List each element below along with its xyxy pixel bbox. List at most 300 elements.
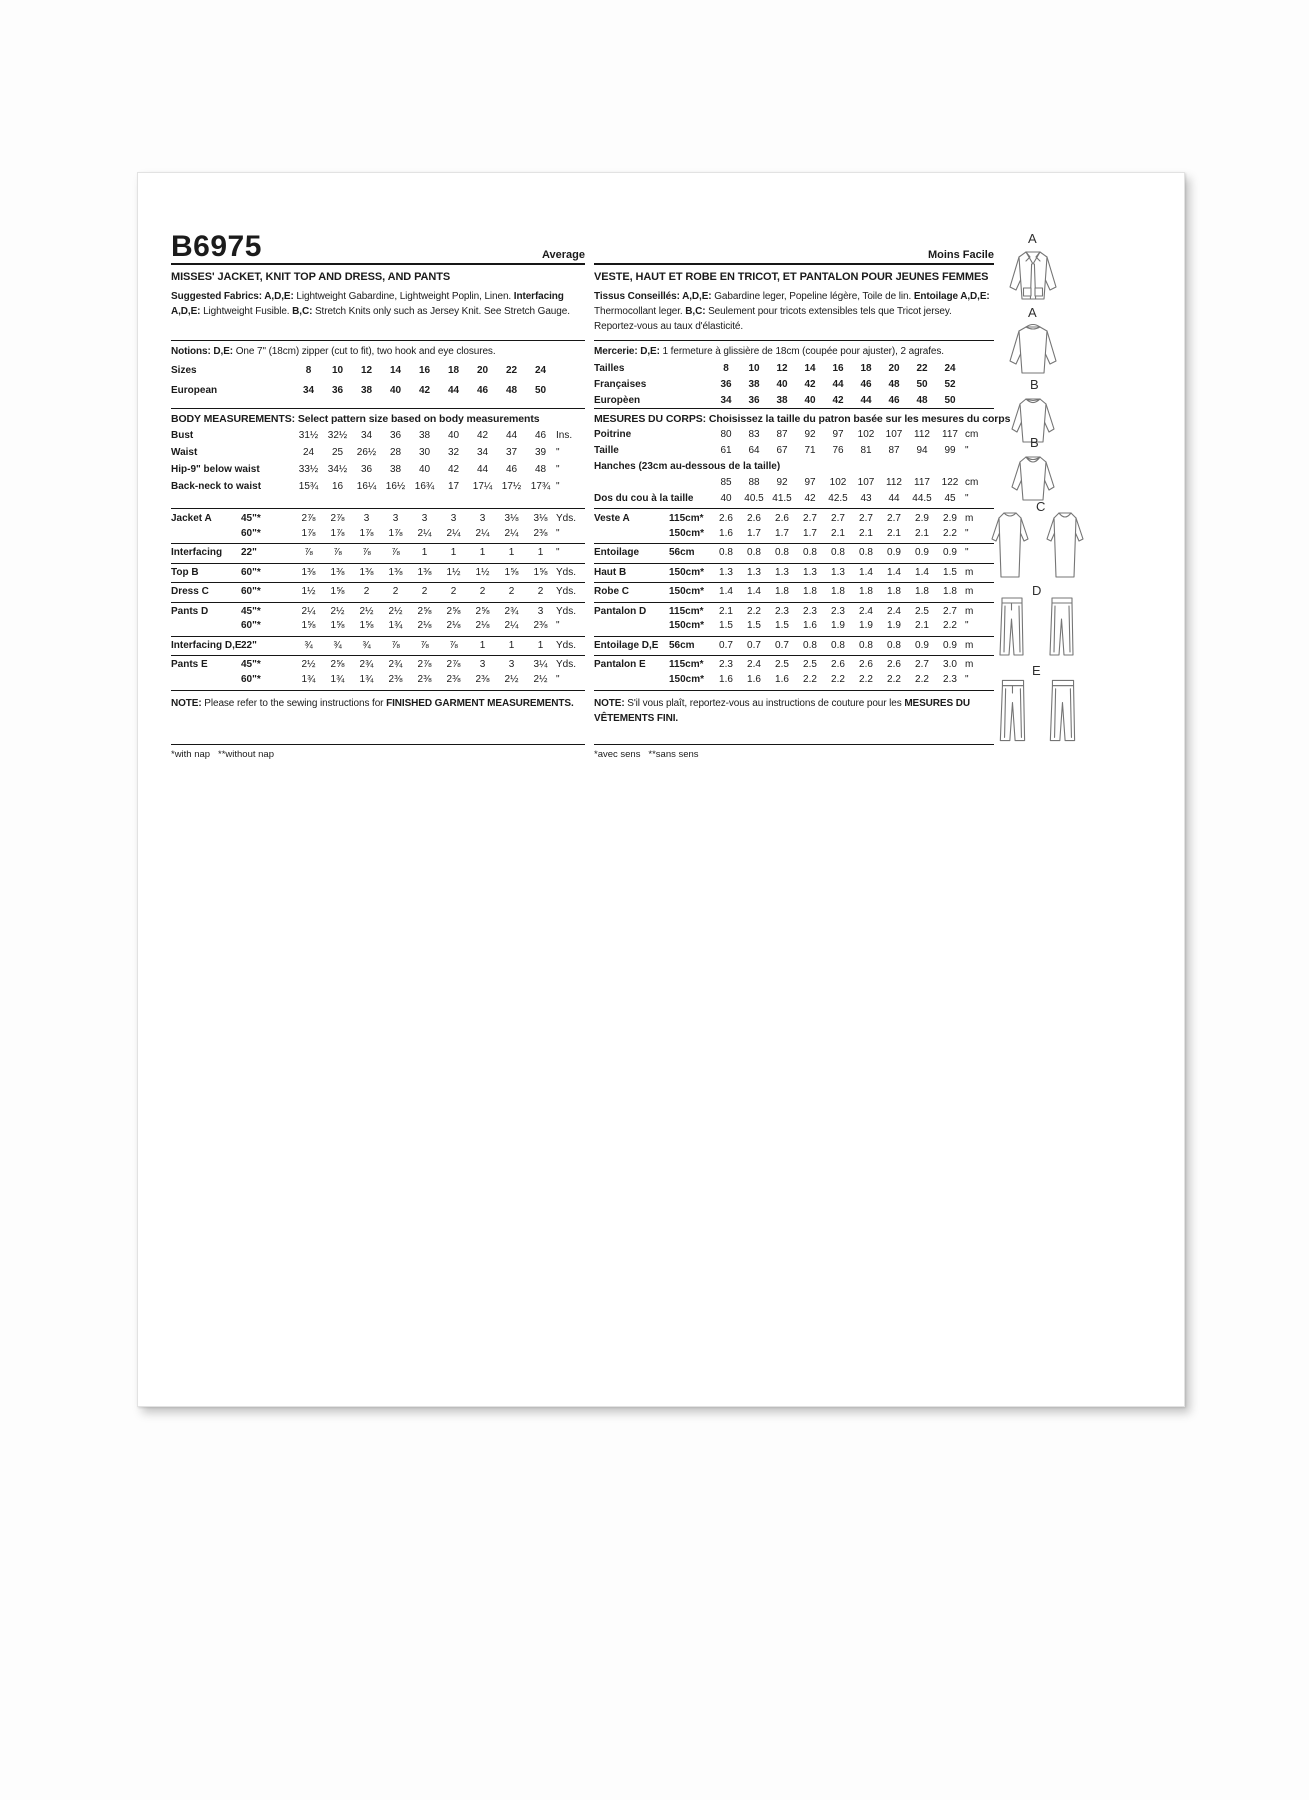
value-cell: 1⅜ [359, 566, 374, 578]
value-cell: 99 [944, 445, 956, 457]
divider [594, 340, 994, 341]
pants-e-front-sketch [994, 675, 1032, 747]
pattern-code: B6975 [171, 230, 262, 263]
value-cell: 3 [537, 605, 544, 617]
value-cell: 1.3 [747, 566, 761, 578]
value-cell: 2.6 [747, 513, 761, 525]
text-segment: Interfacing A,D,E: [171, 291, 564, 317]
value-cell: 3 [363, 513, 370, 524]
value-cell: 31½ [298, 430, 319, 441]
row-label: Tailles [594, 363, 625, 374]
value-cell: 85 [720, 477, 732, 489]
unit-cell: " [965, 527, 969, 539]
unit-cell: m [965, 605, 974, 617]
view-letter: A [1028, 305, 1037, 320]
value-cell: 32½ [327, 430, 348, 441]
value-cell: 102 [829, 477, 847, 489]
value-cell: 18 [860, 363, 872, 374]
unit-cell: Yds. [556, 659, 577, 670]
column-english [171, 227, 585, 760]
value-cell: 1⅜ [417, 566, 432, 578]
value-cell: 2.2 [943, 620, 957, 632]
value-cell: 1 [508, 547, 515, 558]
garment-title-english: MISSES' JACKET, KNIT TOP AND DRESS, AND PANTS [171, 271, 451, 283]
value-cell: 34½ [327, 464, 348, 475]
row-label: Veste A [594, 513, 630, 525]
unit-cell: " [965, 620, 969, 632]
value-cell: 2¼ [504, 620, 519, 631]
value-cell: 1⅞ [301, 527, 316, 539]
value-cell: 2.7 [859, 513, 873, 525]
value-cell: 2¼ [475, 527, 490, 539]
value-cell: 2⅝ [475, 605, 490, 617]
value-cell: 87 [776, 429, 788, 441]
value-cell: 1½ [446, 566, 461, 578]
value-cell: 2⅞ [446, 659, 461, 670]
value-cell: 2¾ [359, 659, 374, 670]
value-cell: 122 [941, 477, 959, 489]
yardage-table-english [171, 508, 585, 691]
value-cell: 1⅝ [359, 620, 374, 631]
table-row [594, 563, 994, 581]
unit-cell: " [965, 445, 969, 457]
body-measurements-table-french [594, 427, 994, 507]
value-cell: 42 [804, 378, 816, 390]
row-label: Entoilage D,E [594, 639, 659, 651]
garment-view-illustrations [986, 233, 1166, 773]
divider [171, 408, 585, 409]
row-width: 150cm* [669, 527, 705, 539]
text-segment: NOTE: [171, 698, 202, 709]
row-width: 60"* [241, 586, 261, 597]
table-row [594, 393, 994, 409]
figure-dress-views [986, 501, 1106, 585]
value-cell: 1 [508, 639, 515, 651]
value-cell: ⅞ [391, 547, 400, 558]
divider [171, 340, 585, 341]
unit-cell: Yds. [556, 566, 577, 578]
unit-cell: m [965, 586, 974, 598]
value-cell: 2.3 [719, 659, 733, 671]
row-width: 60"* [241, 620, 261, 631]
table-row [594, 602, 994, 620]
value-cell: 1.3 [831, 566, 845, 578]
table-row [171, 655, 585, 673]
value-cell: 1.6 [719, 527, 733, 539]
value-cell: 14 [804, 363, 816, 374]
value-cell: 26½ [356, 447, 377, 458]
unit-cell: " [965, 493, 969, 505]
value-cell: ¾ [304, 639, 313, 651]
value-cell: 0.8 [747, 547, 761, 559]
value-cell: 16¾ [414, 481, 435, 492]
unit-cell: " [556, 447, 560, 458]
value-cell: 1⅜ [388, 566, 403, 578]
value-cell: 2.7 [803, 513, 817, 525]
value-cell: 1.7 [775, 527, 789, 539]
value-cell: 40 [447, 430, 460, 441]
value-cell: 16¼ [356, 481, 377, 492]
value-cell: 3¼ [533, 659, 548, 670]
value-cell: 16 [832, 363, 844, 374]
table-row [171, 461, 585, 478]
value-cell: 42 [832, 394, 844, 406]
value-cell: 45 [944, 493, 956, 505]
value-cell: ⅞ [449, 639, 458, 651]
value-cell: 1⅜ [301, 566, 316, 578]
row-label: Hip-9" below waist [171, 464, 260, 475]
value-cell: 2.6 [859, 659, 873, 671]
value-cell: 38 [418, 430, 431, 441]
value-cell: 1⅞ [388, 527, 403, 539]
row-width: 150cm* [669, 586, 705, 598]
text-segment: Entoilage A,D,E: [913, 291, 990, 302]
table-row [594, 427, 994, 443]
row-width: 60"* [241, 566, 261, 578]
table-row [171, 636, 585, 654]
value-cell: 107 [885, 429, 903, 441]
row-label: Entoilage [594, 547, 640, 559]
note-line-french [594, 696, 994, 726]
value-cell: 34 [720, 394, 732, 406]
value-cell: 10 [748, 363, 760, 374]
value-cell: 48 [534, 464, 547, 475]
value-cell: 41.5 [772, 493, 792, 505]
value-cell: 38 [389, 464, 402, 475]
value-cell: 1.6 [775, 673, 789, 685]
body-measurements-header-french: MESURES DU CORPS: Choisissez la taille du patron basée sur les mesures du corps [594, 413, 1011, 426]
value-cell: 2¾ [388, 659, 403, 670]
value-cell: 17 [447, 481, 460, 492]
text-segment: Notions: D,E: [171, 346, 234, 357]
value-cell: 48 [888, 378, 900, 390]
value-cell: 50 [916, 378, 928, 390]
value-cell: 2¼ [301, 605, 316, 617]
value-cell: 2¾ [504, 605, 519, 617]
value-cell: 2 [363, 586, 370, 597]
value-cell: 112 [914, 429, 930, 441]
table-row [594, 655, 994, 673]
value-cell: 34 [360, 430, 373, 441]
row-label: Haut B [594, 566, 627, 578]
value-cell: 0.7 [719, 639, 733, 651]
value-cell: 2½ [533, 673, 548, 685]
value-cell: ¾ [333, 639, 342, 651]
value-cell: 1 [450, 547, 457, 558]
value-cell: 40 [804, 394, 816, 406]
row-label: European [171, 385, 218, 396]
unit-cell: m [965, 566, 974, 578]
value-cell: 1 [537, 639, 544, 651]
value-cell: 1.6 [747, 673, 761, 685]
value-cell: 42.5 [828, 493, 848, 505]
text-segment: FINISHED GARMENT MEASUREMENTS. [386, 698, 574, 709]
value-cell: 2.7 [943, 605, 957, 617]
value-cell: 1.9 [887, 620, 901, 632]
value-cell: 1.5 [775, 620, 789, 632]
value-cell: 1.5 [943, 566, 957, 578]
value-cell: 117 [942, 429, 958, 441]
value-cell: ⅞ [304, 547, 313, 558]
value-cell: 3 [450, 513, 457, 524]
value-cell: 46 [888, 394, 900, 406]
value-cell: 20 [888, 363, 900, 374]
value-cell: 2.7 [887, 513, 901, 525]
value-cell: 2.1 [915, 527, 929, 539]
unit-cell: Yds. [556, 513, 577, 524]
value-cell: ⅞ [333, 547, 342, 558]
value-cell: 28 [389, 447, 402, 458]
value-cell: 2.2 [915, 673, 929, 685]
table-row [594, 361, 994, 377]
value-cell: 2.2 [803, 673, 817, 685]
table-row [594, 543, 994, 561]
table-row [171, 427, 585, 444]
value-cell: 2.4 [887, 605, 901, 617]
value-cell: 61 [720, 445, 732, 457]
value-cell: 1.3 [719, 566, 733, 578]
value-cell: 2⅜ [446, 673, 461, 685]
row-label: Pants E [171, 659, 208, 670]
table-row [594, 512, 994, 527]
text-segment: Tissus Conseillés: A,D,E: [594, 291, 712, 302]
value-cell: 40 [776, 378, 788, 390]
value-cell: 3.0 [943, 659, 957, 671]
value-cell: 0.8 [831, 639, 845, 651]
jacket-back-sketch [1000, 319, 1066, 379]
value-cell: 1.8 [887, 586, 901, 598]
value-cell: 2.7 [915, 659, 929, 671]
value-cell: 2.4 [859, 605, 873, 617]
value-cell: 71 [804, 445, 816, 457]
value-cell: 2.6 [887, 659, 901, 671]
value-cell: 38 [360, 385, 373, 396]
value-cell: 2¼ [504, 527, 519, 539]
value-cell: 2⅜ [388, 673, 403, 685]
table-row [594, 527, 994, 542]
value-cell: 0.8 [775, 547, 789, 559]
value-cell: 2¼ [417, 527, 432, 539]
value-cell: 1⅝ [533, 566, 548, 578]
value-cell: 67 [776, 445, 788, 457]
row-width: 115cm* [669, 513, 704, 525]
row-label: Interfacing [171, 547, 223, 558]
value-cell: 8 [723, 363, 729, 374]
value-cell: 1.4 [887, 566, 901, 578]
value-cell: 2.9 [943, 513, 957, 525]
value-cell: 36 [331, 385, 344, 396]
figure-jacket-front [986, 233, 1096, 309]
unit-cell: " [965, 673, 969, 685]
value-cell: 22 [916, 363, 928, 374]
value-cell: 0.9 [943, 639, 957, 651]
value-cell: 39 [534, 447, 547, 458]
unit-cell: m [965, 659, 974, 671]
row-label: Pantalon E [594, 659, 646, 671]
value-cell: 3 [392, 513, 399, 524]
value-cell: 0.9 [915, 547, 929, 559]
note-line-english [171, 696, 585, 711]
table-row [171, 582, 585, 600]
value-cell: 1.4 [747, 586, 761, 598]
value-cell: 1 [537, 547, 544, 558]
value-cell: 38 [776, 394, 788, 406]
value-cell: 1⅝ [504, 566, 519, 578]
value-cell: 2.2 [831, 673, 845, 685]
yardage-table-french [594, 508, 994, 691]
unit-cell: " [556, 464, 560, 475]
value-cell: 2.3 [775, 605, 789, 617]
value-cell: 17¼ [472, 481, 493, 492]
table-row [171, 381, 585, 401]
value-cell: 2.1 [887, 527, 901, 539]
jacket-front-sketch [1000, 245, 1066, 305]
difficulty-label-french: Moins Facile [927, 249, 994, 261]
text-segment: Lightweight Fusible. [200, 306, 293, 317]
value-cell: 2.3 [831, 605, 845, 617]
value-cell: 44 [447, 385, 460, 396]
figure-pants-d-views [986, 585, 1106, 665]
value-cell: 46 [860, 378, 872, 390]
dress-front-sketch [986, 507, 1034, 581]
unit-cell: m [965, 639, 974, 651]
value-cell: 2.2 [943, 527, 957, 539]
value-cell: ¾ [362, 639, 371, 651]
value-cell: 30 [418, 447, 431, 458]
value-cell: 40 [720, 493, 732, 505]
footnote-english: *with nap **without nap [171, 749, 274, 760]
text-segment: Lightweight Gabardine, Lightweight Poplin, Linen. [293, 291, 514, 302]
row-label: Dos du cou à la taille [594, 493, 694, 505]
value-cell: 12 [360, 365, 373, 376]
unit-cell: " [556, 527, 560, 539]
mercerie-line [594, 344, 994, 359]
value-cell: 32 [447, 447, 460, 458]
value-cell: 52 [944, 378, 956, 390]
value-cell: 1.3 [775, 566, 789, 578]
garment-title-french: VESTE, HAUT ET ROBE EN TRICOT, ET PANTALON POUR JEUNES FEMMES [594, 271, 989, 283]
value-cell: 1⅝ [330, 586, 345, 597]
table-row [594, 619, 994, 634]
value-cell: 2.6 [831, 659, 845, 671]
pants-d-back-sketch [1044, 595, 1080, 659]
value-cell: 16 [331, 481, 344, 492]
figure-top-back [988, 437, 1098, 507]
value-cell: 48 [916, 394, 928, 406]
footnote-block-french [594, 744, 994, 760]
unit-cell: " [556, 481, 560, 492]
value-cell: 1⅜ [330, 566, 345, 578]
view-letter: B [1030, 377, 1039, 392]
table-row [594, 459, 994, 475]
value-cell: 94 [916, 445, 928, 457]
view-letter: A [1028, 231, 1037, 246]
value-cell: 2½ [359, 605, 374, 617]
table-row [171, 478, 585, 495]
row-label: Pantalon D [594, 605, 647, 617]
value-cell: 2⅝ [446, 605, 461, 617]
value-cell: 34 [476, 447, 489, 458]
value-cell: 2 [537, 586, 544, 597]
row-width: 115cm* [669, 605, 704, 617]
value-cell: 2⅞ [330, 513, 345, 524]
value-cell: 44 [832, 378, 844, 390]
value-cell: 2.1 [915, 620, 929, 632]
text-segment: Please refer to the sewing instructions for [201, 698, 387, 709]
row-width: 22" [241, 639, 257, 651]
fabrics-paragraph-english [171, 289, 585, 319]
size-table-french [594, 361, 994, 408]
value-cell: 80 [720, 429, 732, 441]
body-measurements-header-english: BODY MEASUREMENTS: Select pattern size based on body measurements [171, 413, 540, 425]
table-row [171, 512, 585, 527]
value-cell: 10 [331, 365, 344, 376]
value-cell: 20 [476, 365, 489, 376]
value-cell: 42 [418, 385, 431, 396]
masthead-english [171, 227, 585, 265]
value-cell: 2.6 [719, 513, 733, 525]
value-cell: 1½ [475, 566, 490, 578]
value-cell: 44 [888, 493, 900, 505]
value-cell: 92 [804, 429, 816, 441]
value-cell: 18 [447, 365, 460, 376]
value-cell: 1.5 [719, 620, 733, 632]
table-row [594, 673, 994, 688]
value-cell: 3⅛ [533, 513, 548, 524]
row-width: 45"* [241, 513, 261, 524]
text-segment: MESURES DU VÊTEMENTS FINI. [594, 698, 970, 725]
value-cell: 2 [508, 586, 515, 597]
value-cell: 2 [479, 586, 486, 597]
value-cell: 38 [748, 378, 760, 390]
row-label: Europèen [594, 394, 641, 406]
text-segment: One 7" (18cm) zipper (cut to fit), two hook and eye closures. [233, 346, 496, 357]
row-width: 60"* [241, 527, 261, 539]
value-cell: 83 [748, 429, 760, 441]
value-cell: 1¾ [330, 673, 345, 685]
divider [594, 744, 994, 745]
row-label: Pants D [171, 605, 209, 617]
text-segment: B,C: [292, 306, 313, 317]
row-label: Françaises [594, 378, 647, 390]
body-measurements-table-english [171, 427, 585, 495]
value-cell: 2.2 [887, 673, 901, 685]
value-cell: 1⅞ [330, 527, 345, 539]
value-cell: 1.8 [775, 586, 789, 598]
footnote-french: *avec sens **sans sens [594, 749, 699, 760]
value-cell: 2⅛ [475, 620, 490, 631]
divider [594, 408, 994, 409]
value-cell: 16½ [385, 481, 406, 492]
text-segment: Stretch Knits only such as Jersey Knit. See Stretch Gauge. [312, 306, 570, 317]
value-cell: 36 [748, 394, 760, 406]
value-cell: 1⅝ [301, 620, 316, 631]
value-cell: 2.1 [831, 527, 845, 539]
value-cell: 112 [886, 477, 902, 489]
table-row [594, 443, 994, 459]
value-cell: 1½ [301, 586, 316, 597]
value-cell: 2½ [504, 673, 519, 685]
pants-d-front-sketch [994, 595, 1030, 659]
value-cell: 0.8 [719, 547, 733, 559]
table-row [171, 602, 585, 620]
row-label: Waist [171, 447, 198, 458]
value-cell: 15¾ [298, 481, 319, 492]
view-letter: D [1032, 583, 1042, 598]
value-cell: 1.4 [915, 566, 929, 578]
notions-line [171, 344, 585, 359]
value-cell: 2⅛ [417, 620, 432, 631]
